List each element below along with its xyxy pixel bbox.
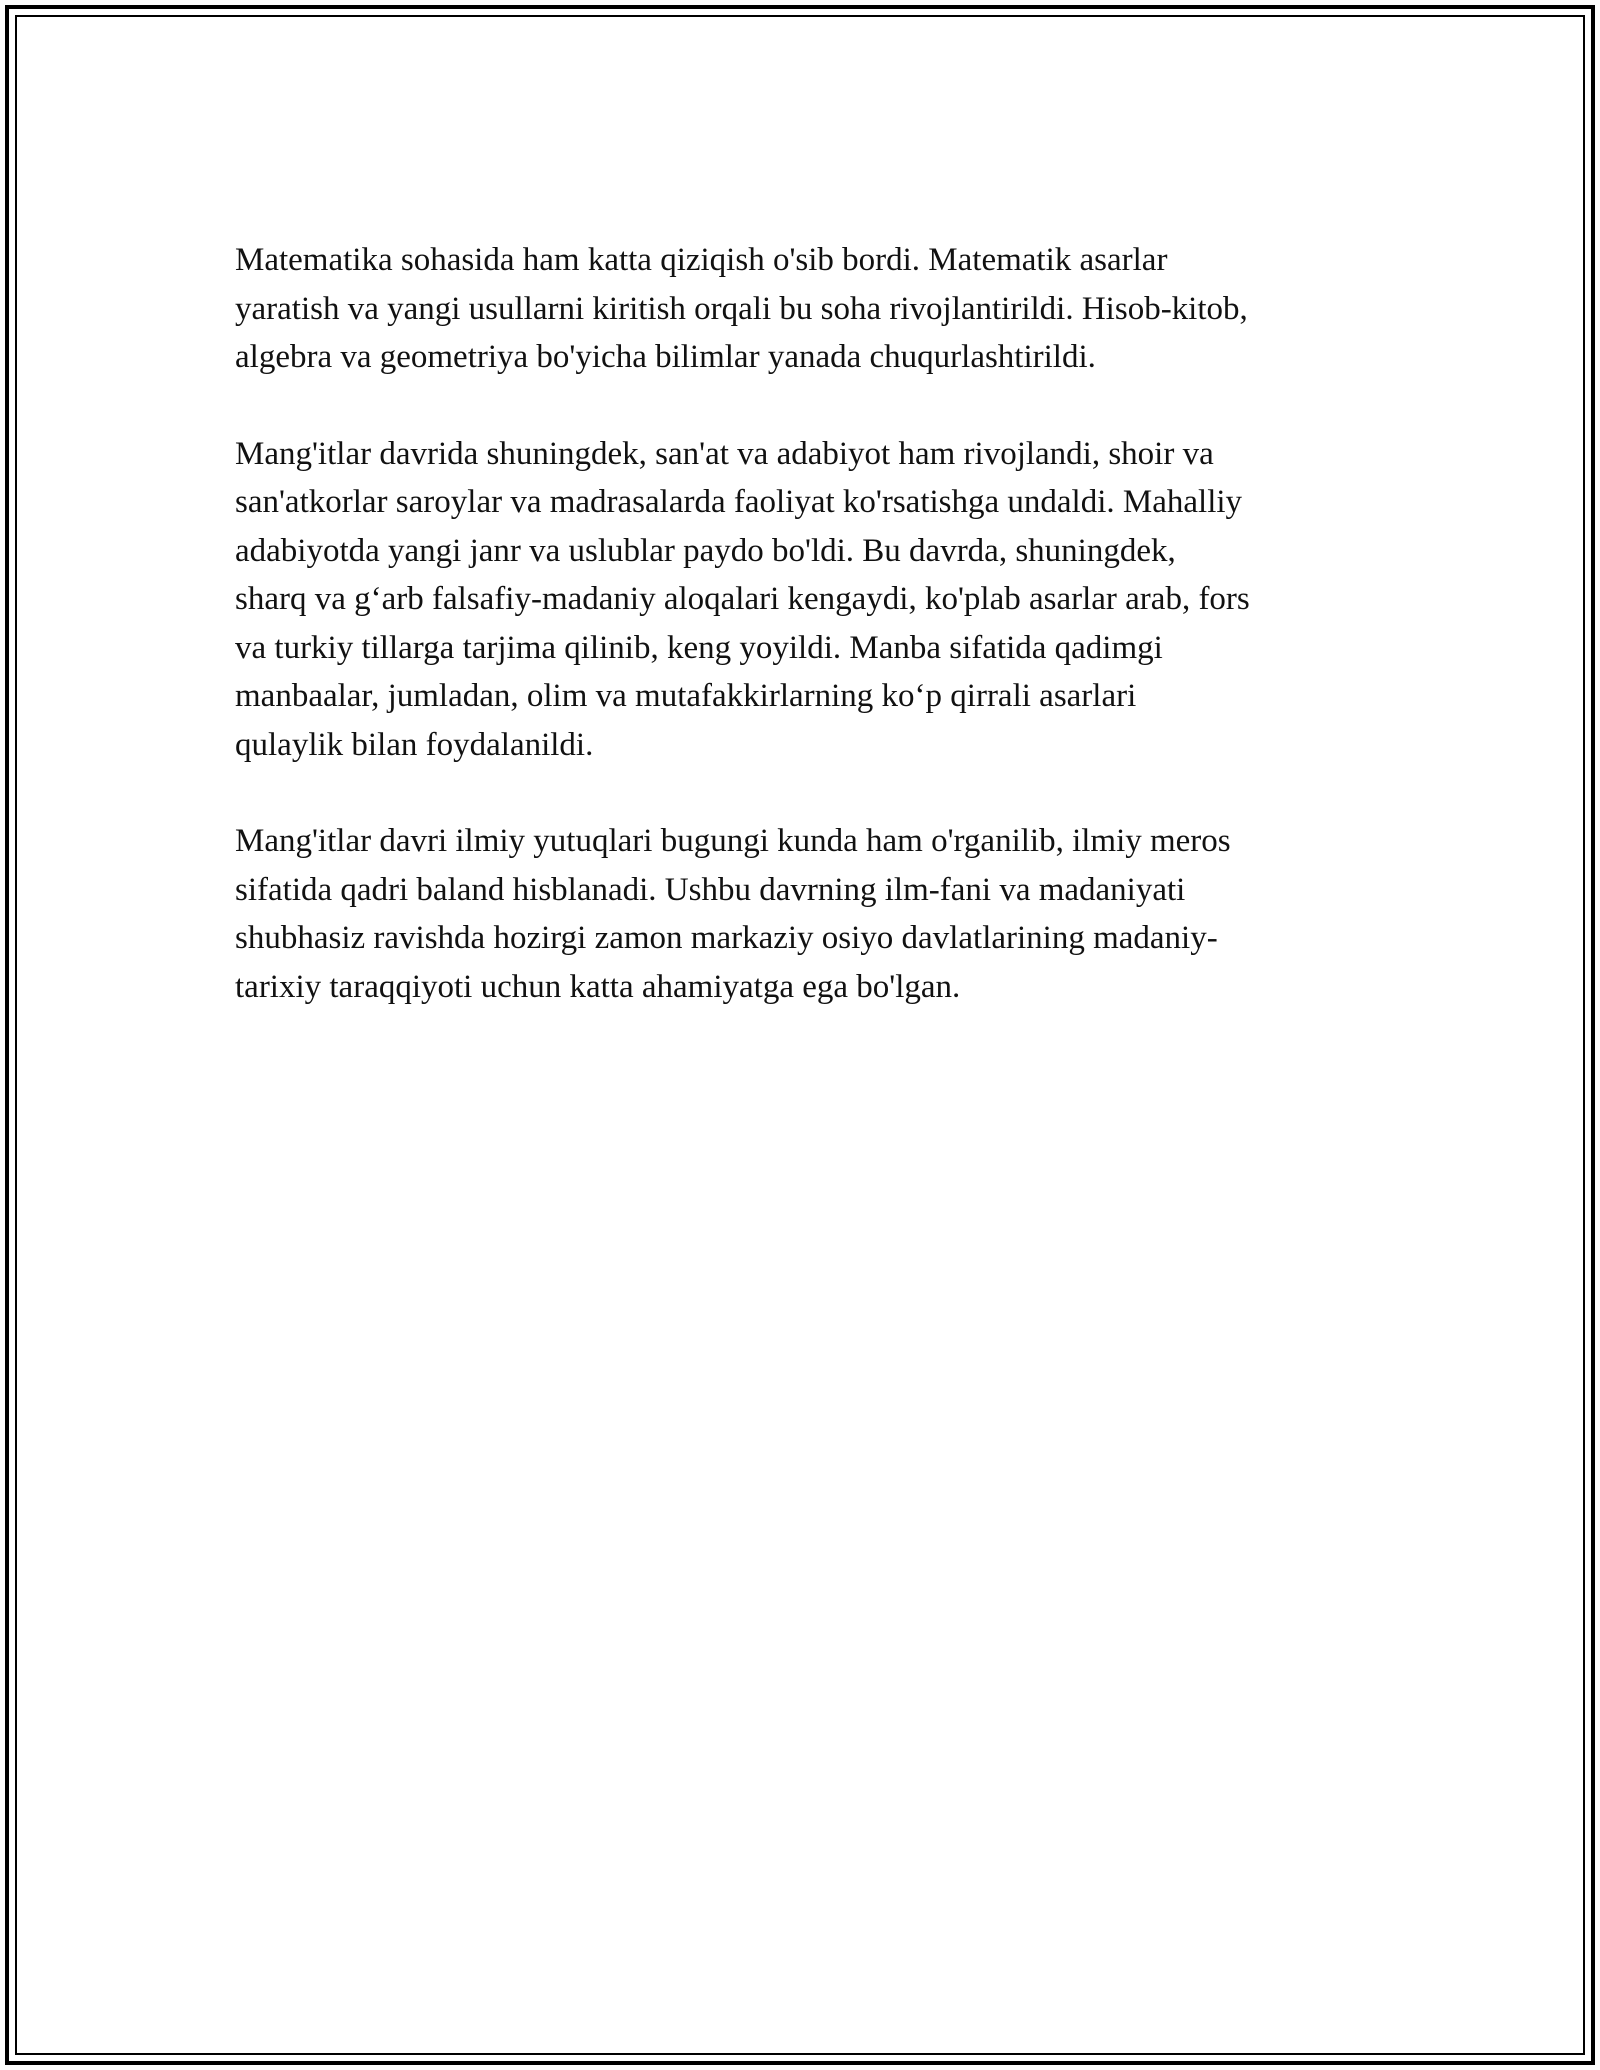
text-line: Matematika sohasida ham katta qiziqish o'sib bordi. Matematik asarlar xyxy=(235,242,1168,278)
text-line: algebra va geometriya bo'yicha bilimlar yanada chuqurlashtirildi. xyxy=(235,339,1096,375)
text-line: adabiyotda yangi janr va uslublar paydo bo'ldi. Bu davrda, shuningdek, xyxy=(235,532,1176,569)
text-line: sharq va g‘arb falsafiy-madaniy aloqalari kengaydi, ko'plab asarlar arab, fors xyxy=(235,581,1250,617)
text-line: sifatida qadri baland hisblanadi. Ushbu davrning ilm-fani va madaniyati xyxy=(235,871,1186,908)
text-line: va turkiy tillarga tarjima qilinib, keng yoyildi. Manba sifatida qadimgi xyxy=(235,629,1163,666)
text-line: Mang'itlar davri ilmiy yutuqlari bugungi kunda ham o'rganilib, ilmiy meros xyxy=(235,823,1231,859)
text-line: san'atkorlar saroylar va madrasalarda faoliyat ko'rsatishga undaldi. Mahalliy xyxy=(235,484,1243,520)
paragraph-mathematics xyxy=(235,236,1385,382)
paragraph-scientific-legacy xyxy=(235,817,1385,1011)
text-line: yaratish va yangi usullarni kiritish orqali bu soha rivojlantirildi. Hisob-kitob, xyxy=(235,290,1248,327)
document-body xyxy=(235,236,1385,1059)
text-line: manbaalar, jumladan, olim va mutafakkirlarning ko‘p qirrali asarlari xyxy=(235,678,1137,714)
text-line: Mang'itlar davrida shuningdek, san'at va adabiyot ham rivojlandi, shoir va xyxy=(235,435,1214,472)
text-line: qulaylik bilan foydalanildi. xyxy=(235,726,594,763)
paragraph-art-literature xyxy=(235,430,1385,770)
text-line: tarixiy taraqqiyoti uchun katta ahamiyatga ega bo'lgan. xyxy=(235,968,961,1005)
text-line: shubhasiz ravishda hozirgi zamon markaziy osiyo davlatlarining madaniy- xyxy=(235,920,1218,956)
